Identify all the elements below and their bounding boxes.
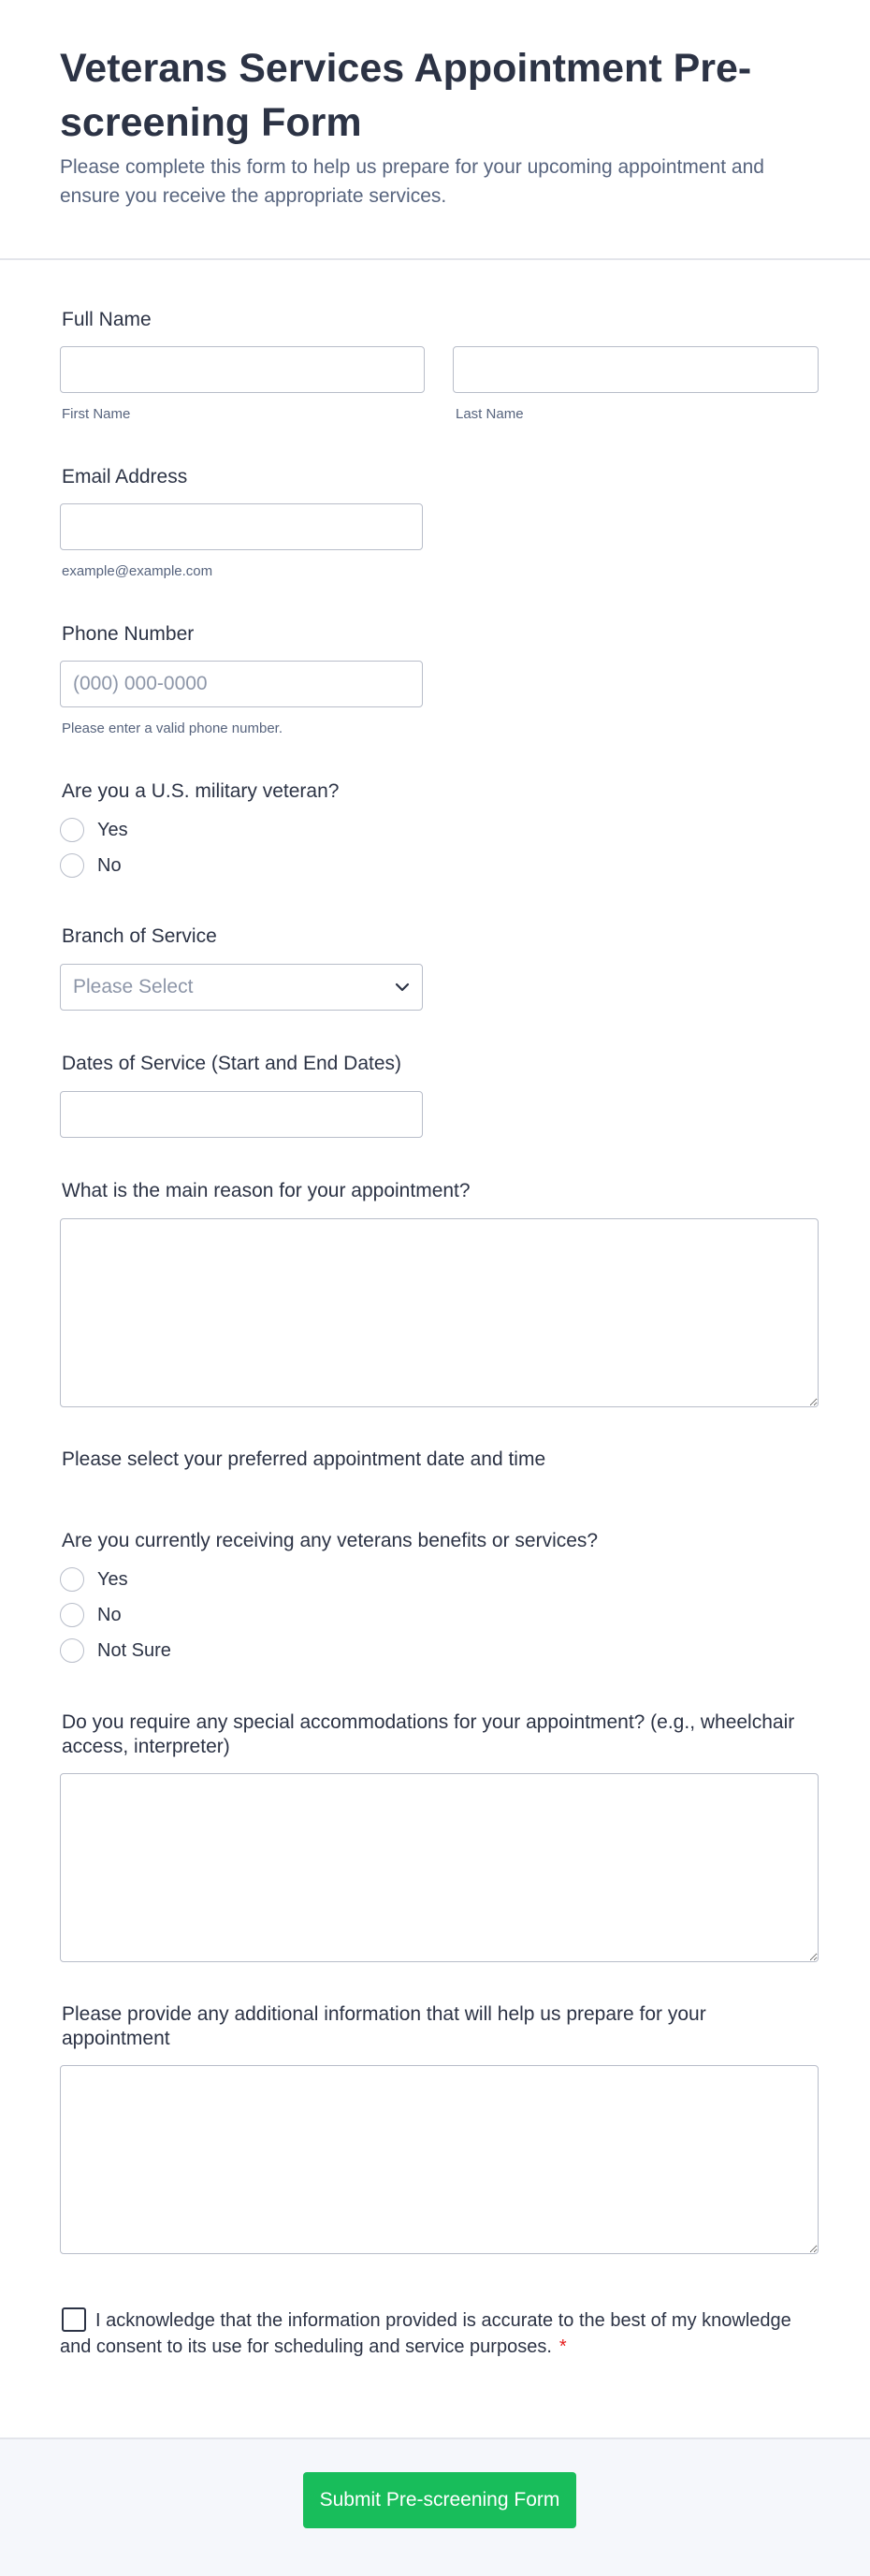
phone-input[interactable] <box>60 661 423 707</box>
radio-label: No <box>97 1604 122 1625</box>
veteran-option-no[interactable] <box>60 852 122 879</box>
benefits-question-label: Are you currently receiving any veterans benefits or services? <box>62 1530 599 1551</box>
radio-circle[interactable] <box>60 818 84 842</box>
first-name-sublabel: First Name <box>62 406 131 422</box>
reason-label: What is the main reason for your appointment? <box>62 1180 471 1201</box>
branch-select[interactable] <box>60 964 423 1011</box>
form-header <box>0 0 870 260</box>
last-name-input[interactable] <box>453 346 819 393</box>
radio-circle[interactable] <box>60 1638 84 1663</box>
reason-textarea[interactable] <box>60 1218 819 1407</box>
email-input[interactable] <box>60 503 423 550</box>
radio-label: Not Sure <box>97 1639 171 1661</box>
first-name-input[interactable] <box>60 346 425 393</box>
branch-select-value: Please Select <box>73 976 194 997</box>
acknowledge-text: I acknowledge that the information provided is accurate to the best of my knowledge and consent to its use for scheduling and service purposes. <box>60 2310 791 2357</box>
dates-label: Dates of Service (Start and End Dates) <box>62 1053 401 1074</box>
dates-input[interactable] <box>60 1091 423 1138</box>
acknowledge-checkbox[interactable] <box>62 2307 86 2332</box>
branch-label: Branch of Service <box>62 925 217 947</box>
accommodations-textarea[interactable] <box>60 1773 819 1962</box>
additional-info-label: Please provide any additional information that will help us prepare for your appointment <box>62 2003 706 2049</box>
full-name-label: Full Name <box>62 309 152 330</box>
email-label: Email Address <box>62 466 188 488</box>
benefits-option-not-sure[interactable] <box>60 1637 171 1664</box>
email-sublabel: example@example.com <box>62 563 213 579</box>
submit-button[interactable]: Submit Pre-screening Form <box>303 2472 576 2528</box>
radio-circle[interactable] <box>60 853 84 878</box>
phone-sublabel: Please enter a valid phone number. <box>62 720 283 736</box>
benefits-option-yes[interactable] <box>60 1566 128 1593</box>
radio-label: Yes <box>97 819 128 840</box>
required-asterisk: * <box>558 2336 567 2357</box>
radio-circle[interactable] <box>60 1567 84 1592</box>
accommodations-label: Do you require any special accommodations for your appointment? (e.g., wheelchair access, interpreter) <box>62 1711 795 1757</box>
veteran-question-label: Are you a U.S. military veteran? <box>62 780 340 802</box>
phone-label: Phone Number <box>62 623 195 645</box>
veteran-option-yes[interactable] <box>60 817 128 843</box>
radio-circle[interactable] <box>60 1603 84 1627</box>
radio-label: No <box>97 854 122 876</box>
chevron-down-icon <box>395 982 410 992</box>
last-name-sublabel: Last Name <box>456 406 524 422</box>
additional-info-textarea[interactable] <box>60 2065 819 2254</box>
acknowledgement <box>60 2307 808 2360</box>
benefits-option-no[interactable] <box>60 1602 122 1628</box>
form-title: Veterans Services Appointment Pre-screening Form <box>60 46 752 145</box>
form-subtitle: Please complete this form to help us prepare for your upcoming appointment and ensure you receive the appropriate services. <box>60 156 764 207</box>
radio-label: Yes <box>97 1568 128 1590</box>
appointment-label: Please select your preferred appointment date and time <box>62 1448 546 1470</box>
